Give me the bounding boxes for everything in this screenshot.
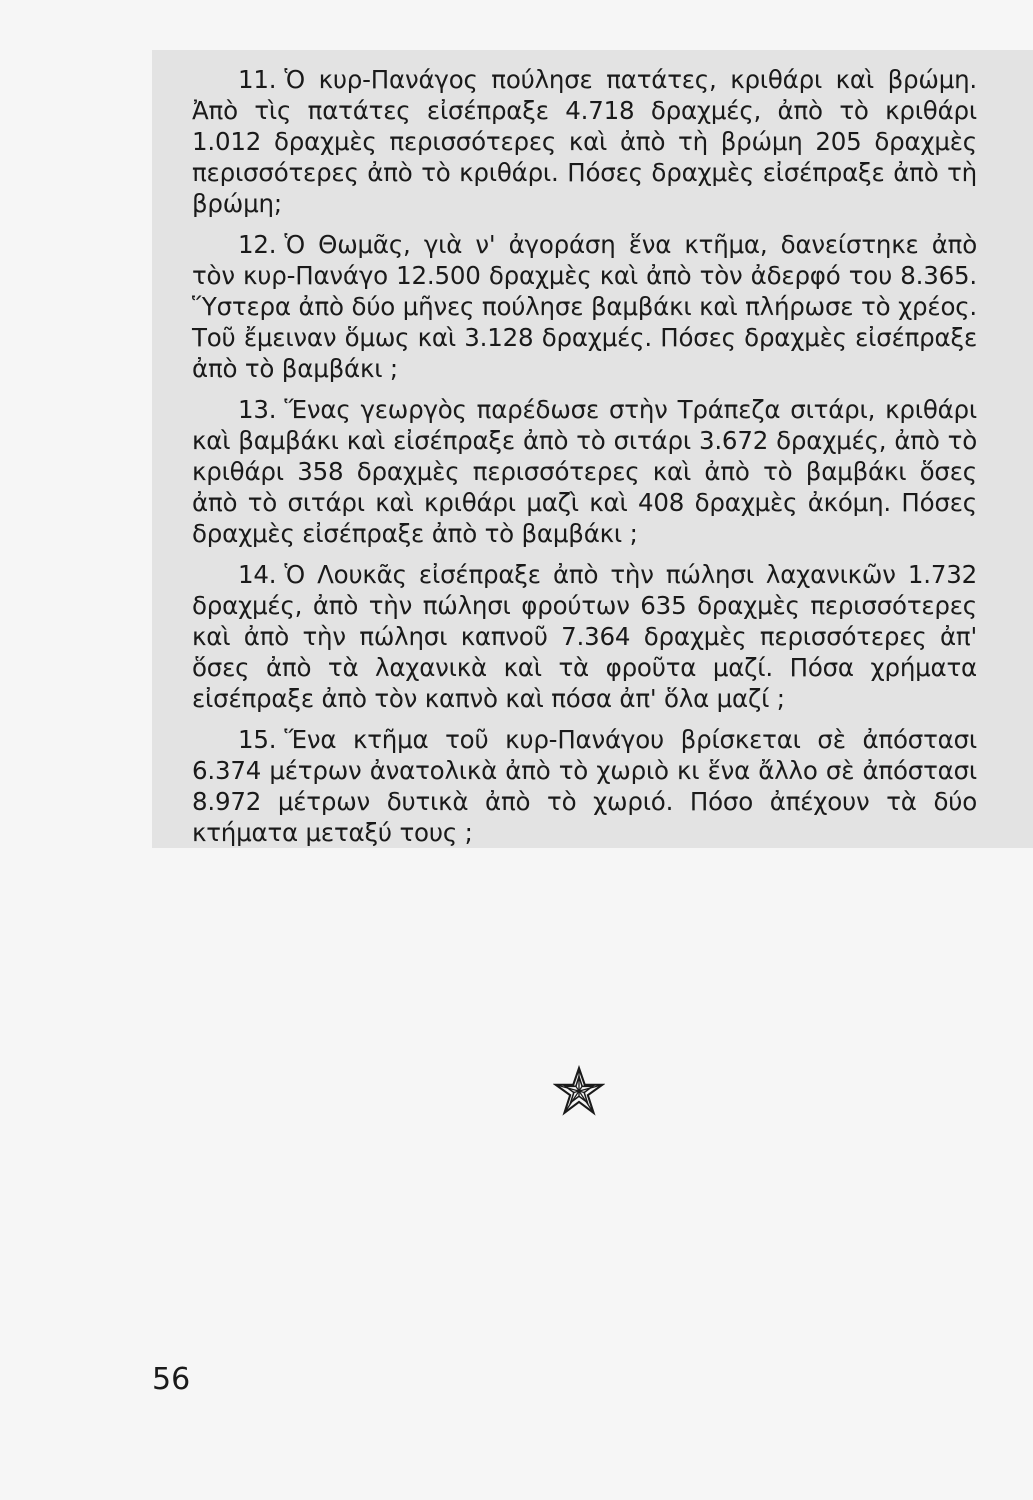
problem-number: 13. [238,395,277,424]
problem-14 [192,559,977,714]
problem-text: Ἕνας γεωργὸς παρέδωσε στὴν Τράπεζα σιτάρι, κριθάρι καὶ βαμβάκι καὶ εἰσέπραξε ἀπὸ τὸ σιτάρι 3.672 δραχμές, ἀπὸ τὸ κριθάρι 358 δραχμὲς περισσότερες καὶ ἀπὸ τὸ βαμβάκι ὅσες ἀπὸ τὸ σιτάρι καὶ κριθάρι μαζὶ καὶ 408 δραχμὲς ἀκόμη. Πόσες δραχμὲς εἰσέπραξε ἀπὸ τὸ βαμβάκι ; [192,395,977,548]
problem-12 [192,229,977,384]
problem-text: Ἕνα κτῆμα τοῦ κυρ-Πανάγου βρίσκεται σὲ ἀπόστασι 6.374 μέτρων ἀνατολικὰ ἀπὸ τὸ χωριὸ κι ἕνα ἄλλο σὲ ἀπόστασι 8.972 μέτρων δυτικὰ ἀπὸ τὸ χωριό. Πόσο ἀπέχουν τὰ δύο κτήματα μεταξύ τους ; [192,725,977,847]
problem-text: Ὁ Θωμᾶς, γιὰ ν' ἀγοράση ἕνα κτῆμα, δανείστηκε ἀπὸ τὸν κυρ-Πανάγο 12.500 δραχμὲς καὶ ἀπὸ τὸν ἀδερφό του 8.365. Ὕστερα ἀπὸ δύο μῆνες πούλησε βαμβάκι καὶ πλήρωσε τὸ χρέος. Τοῦ ἔμειναν ὅμως καὶ 3.128 δραχμές. Πόσες δραχμὲς εἰσέπραξε ἀπὸ τὸ βαμβάκι ; [192,230,977,383]
problem-number: 14. [238,560,277,589]
problem-number: 15. [238,725,277,754]
problem-text: Ὁ Λουκᾶς εἰσέπραξε ἀπὸ τὴν πώλησι λαχανικῶν 1.732 δραχμές, ἀπὸ τὴν πώλησι φρούτων 635 δραχμὲς περισσότερες καὶ ἀπὸ τὴν πώλησι καπνοῦ 7.364 δραχμὲς περισσότερες ἀπ' ὅσες ἀπὸ τὰ λαχανικὰ καὶ τὰ φροῦτα μαζί. Πόσα χρήματα εἰσέπραξε ἀπὸ τὸν καπνὸ καὶ πόσα ἀπ' ὅλα μαζί ; [192,560,977,713]
problem-list [192,64,977,858]
problem-number: 11. [238,65,277,94]
problem-13 [192,394,977,549]
star-ornament-icon [553,1065,605,1117]
page-number: 56 [152,1362,191,1397]
problem-text: Ὁ κυρ-Πανάγος πούλησε πατάτες, κριθάρι καὶ βρώμη. Ἀπὸ τὶς πατάτες εἰσέπραξε 4.718 δραχμές, ἀπὸ τὸ κριθάρι 1.012 δραχμὲς περισσότερες καὶ ἀπὸ τὴ βρώμη 205 δραχμὲς περισσότερες ἀπὸ τὸ κριθάρι. Πόσες δραχμὲς εἰσέπραξε ἀπὸ τὴ βρώμη; [192,65,977,218]
problem-number: 12. [238,230,277,259]
problem-11 [192,64,977,219]
problem-15 [192,724,977,848]
